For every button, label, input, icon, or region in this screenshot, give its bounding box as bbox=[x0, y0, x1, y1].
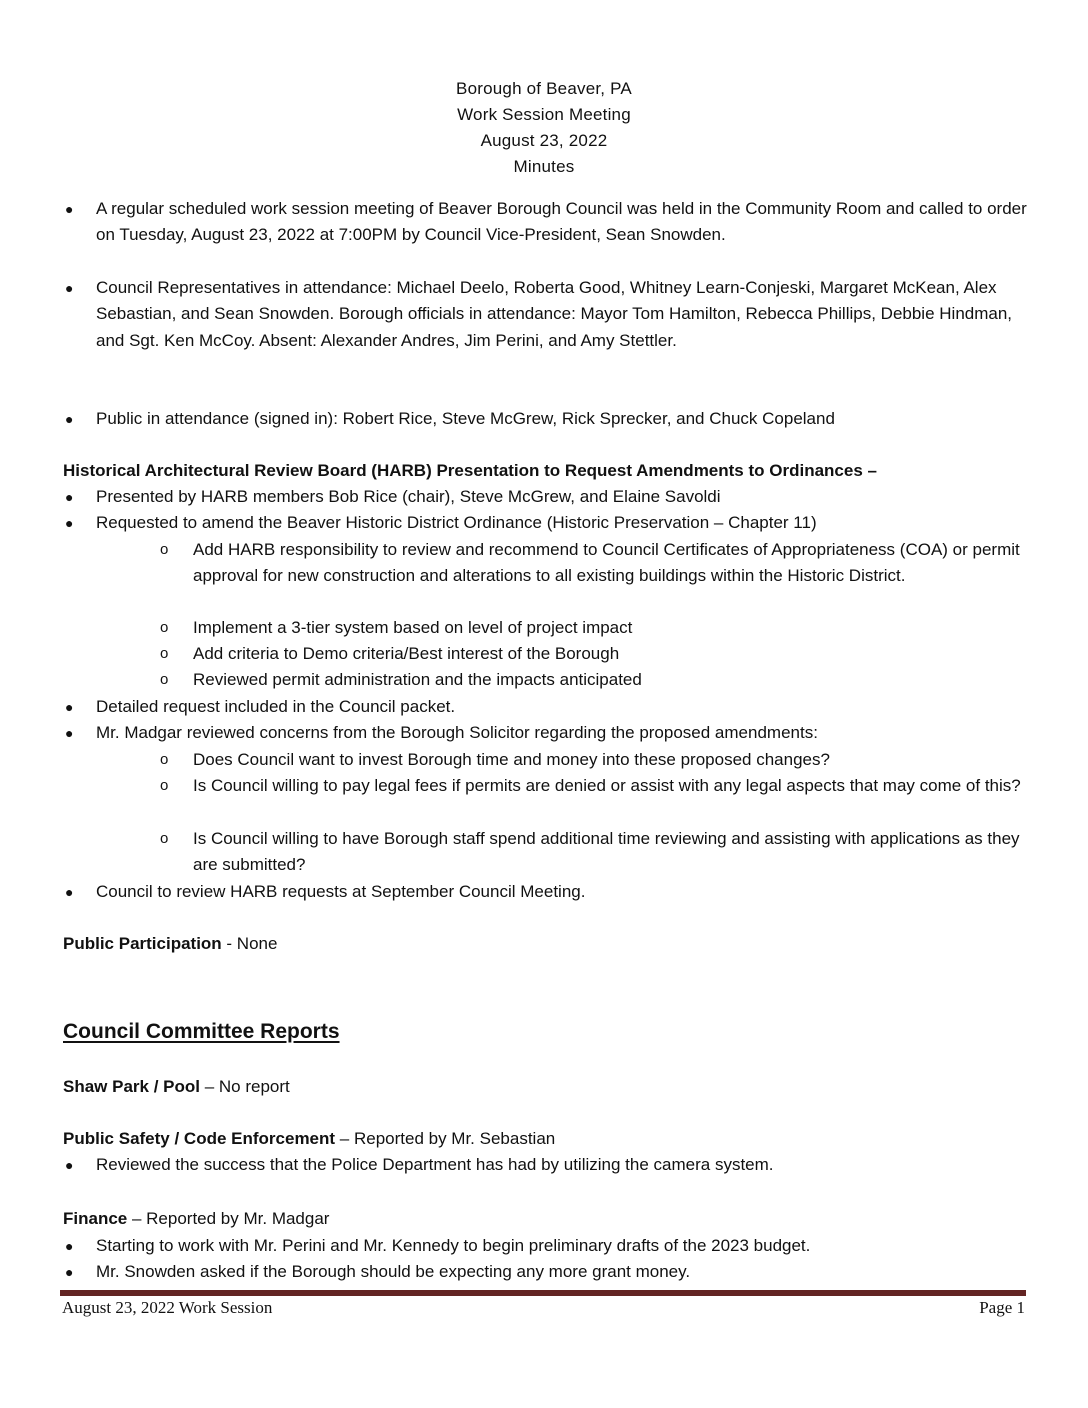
title-meeting-type: Work Session Meeting bbox=[457, 105, 631, 124]
list-item: ● Detailed request included in the Council packet. bbox=[60, 694, 1030, 720]
title-minutes: Minutes bbox=[513, 157, 575, 176]
list-item: ● Mr. Madgar reviewed concerns from the Borough Solicitor regarding the proposed amendments: bbox=[60, 720, 1030, 746]
public-participation bbox=[63, 931, 277, 957]
sub-list-item: o Is Council willing to have Borough staff spend additional time reviewing and assisting with applications as they are submitted? bbox=[160, 826, 1040, 878]
sub-list-item: o Reviewed permit administration and the impacts anticipated bbox=[160, 667, 1040, 693]
bullet-icon: ● bbox=[65, 699, 74, 715]
public-safety-report: Public Safety / Code Enforcement – Reported by Mr. Sebastian bbox=[63, 1129, 556, 1148]
list-item: ● Council Representatives in attendance: Michael Deelo, Roberta Good, Whitney Learn-Conjeski, Margaret McKean, Alex Sebastian, and Sean Snowden. Borough officials in attendance: Mayor Tom Hamilton, Rebecca Phillips, Debbie Hindman, and Sgt. Ken McCoy. Absent: Alexander Andres, Jim Perini, and Amy Stettler. bbox=[60, 275, 1030, 354]
footer-divider bbox=[60, 1290, 1026, 1296]
sub-bullet-icon: o bbox=[160, 777, 169, 794]
bullet-icon: ● bbox=[65, 1238, 74, 1254]
sub-list-item: o Is Council willing to pay legal fees if permits are denied or assist with any legal aspects that may come of this? bbox=[160, 773, 1040, 799]
sub-bullet-icon: o bbox=[160, 645, 169, 662]
bullet-icon: ● bbox=[65, 201, 74, 217]
list-item: ● Requested to amend the Beaver Historic District Ordinance (Historic Preservation – Chapter 11) bbox=[60, 510, 1030, 536]
bullet-icon: ● bbox=[65, 725, 74, 741]
sub-bullet-icon: o bbox=[160, 541, 169, 558]
public-participation-label: Public Participation bbox=[63, 934, 222, 953]
footer-title: August 23, 2022 Work Session bbox=[62, 1298, 273, 1317]
committee-reports-heading: Council Committee Reports bbox=[63, 1020, 340, 1043]
sub-bullet-icon: o bbox=[160, 619, 169, 636]
sub-list-item: o Add criteria to Demo criteria/Best interest of the Borough bbox=[160, 641, 1040, 667]
bullet-icon: ● bbox=[65, 411, 74, 427]
title-date: August 23, 2022 bbox=[480, 131, 608, 150]
bullet-icon: ● bbox=[65, 884, 74, 900]
bullet-icon: ● bbox=[65, 280, 74, 296]
sub-bullet-icon: o bbox=[160, 751, 169, 768]
bullet-icon: ● bbox=[65, 1157, 74, 1173]
title-borough: Borough of Beaver, PA bbox=[456, 79, 632, 98]
document-title bbox=[0, 76, 1088, 180]
sub-bullet-icon: o bbox=[160, 830, 169, 847]
sub-list-item: o Does Council want to invest Borough time and money into these proposed changes? bbox=[160, 747, 1040, 773]
page-number: Page 1 bbox=[979, 1298, 1025, 1317]
shaw-park-report: Shaw Park / Pool – No report bbox=[63, 1077, 290, 1096]
sub-bullet-icon: o bbox=[160, 671, 169, 688]
finance-report: Finance – Reported by Mr. Madgar bbox=[63, 1209, 330, 1228]
list-item: ● A regular scheduled work session meeting of Beaver Borough Council was held in the Community Room and called to order on Tuesday, August 23, 2022 at 7:00PM by Council Vice-President, Sean Snowden. bbox=[60, 196, 1030, 249]
list-item: ● Reviewed the success that the Police Department has had by utilizing the camera system. bbox=[60, 1152, 1030, 1178]
list-item: ● Mr. Snowden asked if the Borough should be expecting any more grant money. bbox=[60, 1259, 1030, 1285]
bullet-icon: ● bbox=[65, 1264, 74, 1280]
harb-heading: Historical Architectural Review Board (HARB) Presentation to Request Amendments to Ordinances – bbox=[63, 461, 877, 480]
list-item: ● Council to review HARB requests at September Council Meeting. bbox=[60, 879, 1030, 905]
bullet-icon: ● bbox=[65, 515, 74, 531]
sub-list-item: o Implement a 3-tier system based on level of project impact bbox=[160, 615, 1040, 641]
public-participation-value: - None bbox=[221, 934, 278, 953]
list-item: ● Public in attendance (signed in): Robert Rice, Steve McGrew, Rick Sprecker, and Chuck Copeland bbox=[60, 406, 1030, 432]
list-item: ● Presented by HARB members Bob Rice (chair), Steve McGrew, and Elaine Savoldi bbox=[60, 484, 1030, 510]
list-item: ● Starting to work with Mr. Perini and Mr. Kennedy to begin preliminary drafts of the 2023 budget. bbox=[60, 1233, 1030, 1259]
sub-list-item: o Add HARB responsibility to review and recommend to Council Certificates of Appropriateness (COA) or permit approval for new construction and alterations to all existing buildings within the Historic District. bbox=[160, 537, 1040, 589]
bullet-icon: ● bbox=[65, 489, 74, 505]
